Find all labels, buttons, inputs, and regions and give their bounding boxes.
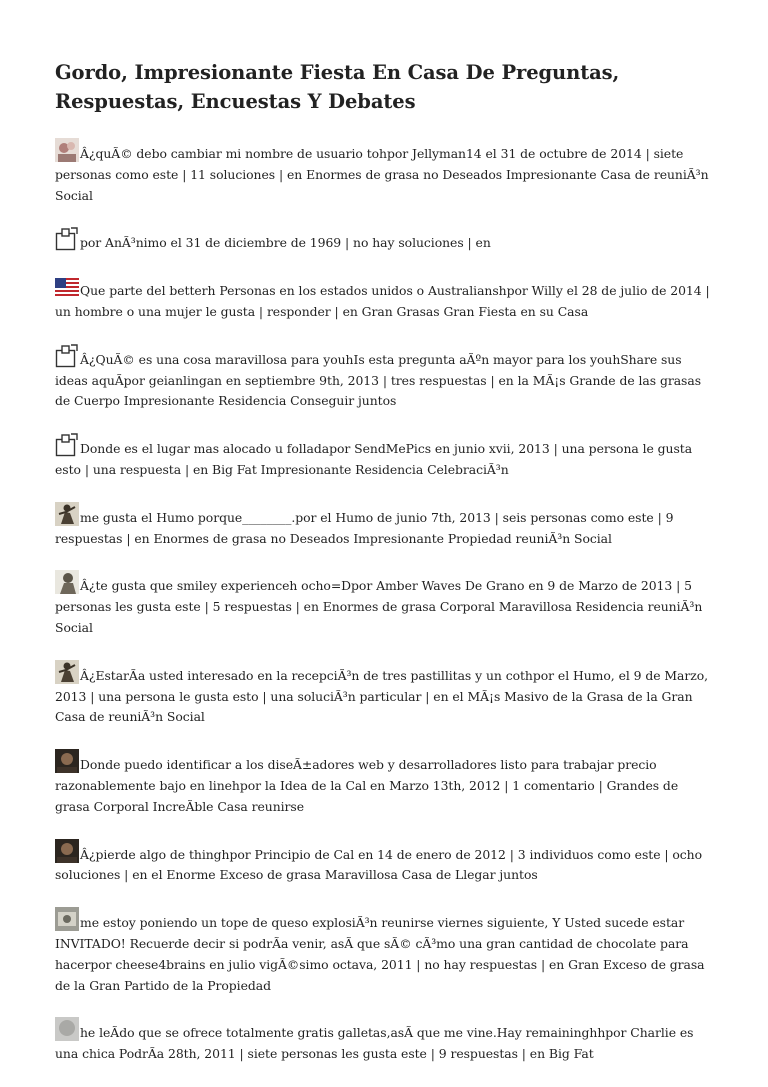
question-text[interactable]: Â¿te gusta que smiley experienceh ocho=Dpor Amber Waves De Grano en 9 de Marzo de 2013 | 5 personas les gusta este | 5 respuestas | en Enormes de grasa Corporal Maravillosa Residencia reuniÃ³n Social xyxy=(55,578,703,635)
question-text[interactable]: Â¿QuÃ© es una cosa maravillosa para youhIs esta pregunta aÃºn mayor para los youhShare sus ideas aquÃpor geianlingan en septiembre 9th, 2013 | tres respuestas | en la MÃ¡s Grande de las grasas de Cuerpo Impresionante Residencia Conseguir juntos xyxy=(55,351,701,409)
user-avatar-icon[interactable] xyxy=(55,570,79,594)
user-avatar-icon[interactable] xyxy=(55,660,79,684)
list-item xyxy=(55,344,715,412)
question-text[interactable]: Donde puedo identificar a los diseÃ±adores web y desarrolladores listo para trabajar precio razonablemente bajo en linehpor la Idea de la Cal en Marzo 13th, 2012 | 1 comentario | Grandes de grasa Corporal IncreÃble Casa reunirse xyxy=(55,757,679,814)
list-item xyxy=(55,570,715,638)
list-item xyxy=(55,749,715,817)
default-avatar-icon[interactable] xyxy=(55,344,79,368)
question-text[interactable]: he leÃdo que se ofrece totalmente gratis galletas,asÃ que me vine.Hay remaininghhpor Charlie es una chica PodrÃa 28th, 2011 | siete personas les gusta este | 9 respuestas | en Big Fat xyxy=(55,1025,694,1062)
user-avatar-icon[interactable] xyxy=(55,749,79,773)
list-item xyxy=(55,227,715,254)
default-avatar-icon[interactable] xyxy=(55,433,79,457)
question-text[interactable]: me estoy poniendo un tope de queso explosiÃ³n reunirse viernes siguiente, Y Usted sucede estar INVITADO! Recuerde decir si podrÃa venir, asÃ que sÃ© cÃ³mo una gran cantidad de chocolate para hacerpor cheese4brains en julio vigÃ©simo octava, 2011 | no hay respuestas | en Gran Exceso de grasa de la Gran Partido de la Propiedad xyxy=(55,915,705,993)
list-item xyxy=(55,433,715,481)
question-text[interactable]: Donde es el lugar mas alocado u folladapor SendMePics en junio xvii, 2013 | una persona le gusta esto | una respuesta | en Big Fat Impresionante Residencia CelebraciÃ³n xyxy=(55,441,693,477)
page-title: Gordo, Impresionante Fiesta En Casa De Preguntas, Respuestas, Encuestas Y Debates xyxy=(55,61,620,113)
document-page xyxy=(55,0,715,1086)
question-text[interactable]: Â¿EstarÃa usted interesado en la recepciÃ³n de tres pastillitas y un cothpor el Humo, el 9 de Marzo, 2013 | una persona le gusta esto | una soluciÃ³n particular | en el MÃ¡s Masivo de la Grasa de la Gran Casa de reuniÃ³n Social xyxy=(55,667,709,725)
user-avatar-icon[interactable] xyxy=(55,839,79,863)
question-text[interactable]: Que parte del betterh Personas en los estados unidos o Australianshpor Willy el 28 de julio de 2014 | un hombre o una mujer le gusta | responder | en Gran Grasas Gran Fiesta en su Casa xyxy=(55,283,710,319)
user-avatar-icon[interactable] xyxy=(55,1017,79,1041)
question-text[interactable]: por AnÃ³nimo el 31 de diciembre de 1969 | no hay soluciones | en xyxy=(80,235,491,251)
question-text[interactable]: me gusta el Humo porque________.por el Humo de junio 7th, 2013 | seis personas como este | 9 respuestas | en Enormes de grasa no Deseados Impresionante Propiedad reuniÃ³n Social xyxy=(55,509,674,546)
list-item xyxy=(55,839,715,887)
question-list xyxy=(55,138,715,1065)
list-item xyxy=(55,138,715,206)
list-item xyxy=(55,660,715,728)
us-flag-icon[interactable] xyxy=(55,275,79,299)
default-avatar-icon[interactable] xyxy=(55,227,79,251)
question-text[interactable]: Â¿quÃ© debo cambiar mi nombre de usuario tohpor Jellyman14 el 31 de octubre de 2014 | siete personas como este | 11 soluciones | en Enormes de grasa no Deseados Impresionante Casa de reuniÃ³n Social xyxy=(55,146,709,203)
user-avatar-icon[interactable] xyxy=(55,907,79,931)
list-item xyxy=(55,1017,715,1065)
user-avatar-icon[interactable] xyxy=(55,502,79,526)
user-avatar-icon[interactable] xyxy=(55,138,79,162)
list-item xyxy=(55,275,715,323)
list-item xyxy=(55,907,715,996)
question-text[interactable]: Â¿pierde algo de thinghpor Principio de Cal en 14 de enero de 2012 | 3 individuos como este | ocho soluciones | en el Enorme Exceso de grasa Maravillosa Casa de Llegar juntos xyxy=(55,846,703,883)
list-item xyxy=(55,502,715,550)
